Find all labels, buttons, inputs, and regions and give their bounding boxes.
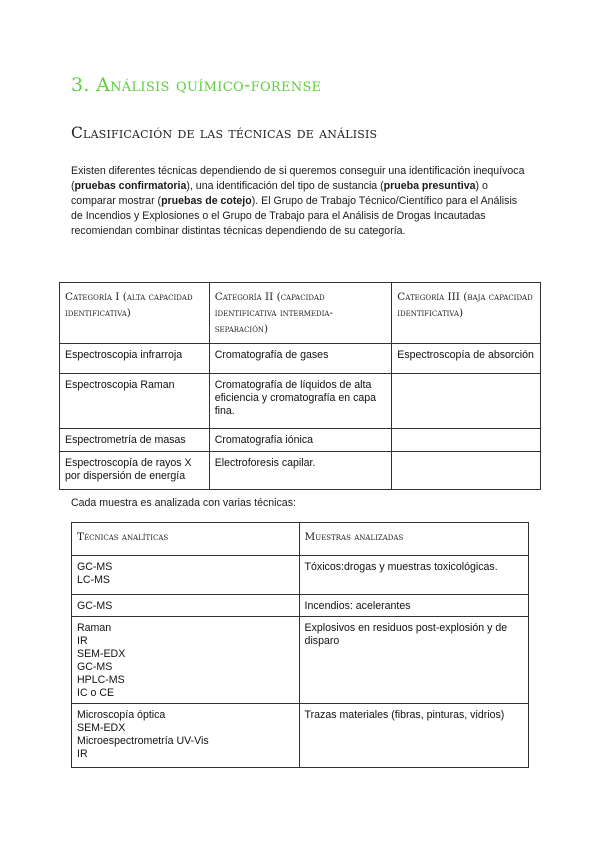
table-cell: Espectroscopía de rayos X por dispersión de energía	[60, 452, 210, 490]
table-row	[60, 429, 541, 452]
header-cell: Técnicas analíticas	[72, 523, 300, 556]
intro-text-1: Existen diferentes técnicas dependiendo de si queremos conseguir una identificación inequívoca (	[71, 165, 525, 192]
table-cell: Cromatografía de líquidos de alta eficiencia y cromatografía en capa fina.	[209, 374, 392, 429]
technique-item: HPLC-MS	[77, 674, 125, 686]
technique-item: IR	[77, 635, 88, 647]
technique-item: GC-MS	[77, 561, 113, 573]
technique-item: SEM-EDX	[77, 722, 126, 734]
samples-cell: Incendios: acelerantes	[299, 595, 528, 617]
header-cell: Categoría III (baja capacidad identificativa)	[392, 283, 541, 344]
techniques-cell	[72, 704, 300, 768]
intro-text-3: ) o comparar mostrar (	[71, 180, 488, 207]
samples-cell: Tóxicos:drogas y muestras toxicológicas.	[299, 556, 528, 595]
table-cell: Espectroscopía de absorción	[392, 344, 541, 374]
techniques-cell	[72, 556, 300, 595]
techniques-cell	[72, 595, 300, 617]
table-cell: Cromatografía de gases	[209, 344, 392, 374]
samples-table	[71, 522, 529, 768]
table-cell: Espectroscopia Raman	[60, 374, 210, 429]
header-cell: Categoría II (capacidad identificativa intermedia- separación)	[209, 283, 392, 344]
table-cell: Espectroscopia infrarroja	[60, 344, 210, 374]
categories-table	[59, 282, 541, 490]
header-cell: Categoría I (alta capacidad identificativa)	[60, 283, 210, 344]
samples-cell: Trazas materiales (fibras, pinturas, vidrios)	[299, 704, 528, 768]
table-cell: Cromatografía iónica	[209, 429, 392, 452]
table-cell	[392, 452, 541, 490]
techniques-cell	[72, 617, 300, 704]
intro-bold-1: pruebas confirmatoria	[74, 180, 187, 192]
technique-item: Microespectrometría UV-Vis	[77, 735, 209, 747]
table-row	[72, 617, 529, 704]
intro-bold-2: prueba presuntiva	[383, 180, 476, 192]
table-row	[60, 344, 541, 374]
table-row	[72, 704, 529, 768]
section-heading: 3. Análisis químico-forense	[71, 74, 322, 96]
samples-note: Cada muestra es analizada con varias técnicas:	[71, 497, 296, 509]
table-cell	[392, 374, 541, 429]
technique-item: SEM-EDX	[77, 648, 126, 660]
technique-item: GC-MS	[77, 661, 113, 673]
table-cell	[392, 429, 541, 452]
intro-text-4: ). El Grupo de Trabajo Técnico/Científico para el Análisis de Incendios y Explosiones o el Grupo de Trabajo para el Análisis de Drogas Incautadas recomiendan combinar distintas técnicas dependiendo de su categoría.	[71, 195, 518, 237]
table-row	[72, 556, 529, 595]
table-row	[60, 374, 541, 429]
subsection-heading: Clasificación de las técnicas de análisis	[71, 124, 378, 142]
header-cell: Muestras analizadas	[299, 523, 528, 556]
intro-paragraph	[71, 164, 529, 239]
technique-item: Microscopía óptica	[77, 709, 166, 721]
table-header-row	[72, 523, 529, 556]
table-header-row	[60, 283, 541, 344]
intro-bold-3: pruebas de cotejo	[161, 195, 252, 207]
technique-item: IR	[77, 748, 88, 760]
table-row	[60, 452, 541, 490]
technique-item: GC-MS	[77, 600, 113, 612]
technique-item: Raman	[77, 622, 112, 634]
samples-cell: Explosivos en residuos post-explosión y de disparo	[299, 617, 528, 704]
intro-text-2: ), una identificación del tipo de sustancia (	[186, 180, 384, 192]
technique-item: IC o CE	[77, 687, 115, 699]
table-cell: Electroforesis capilar.	[209, 452, 392, 490]
table-cell: Espectrometría de masas	[60, 429, 210, 452]
technique-item: LC-MS	[77, 574, 110, 586]
table-row	[72, 595, 529, 617]
